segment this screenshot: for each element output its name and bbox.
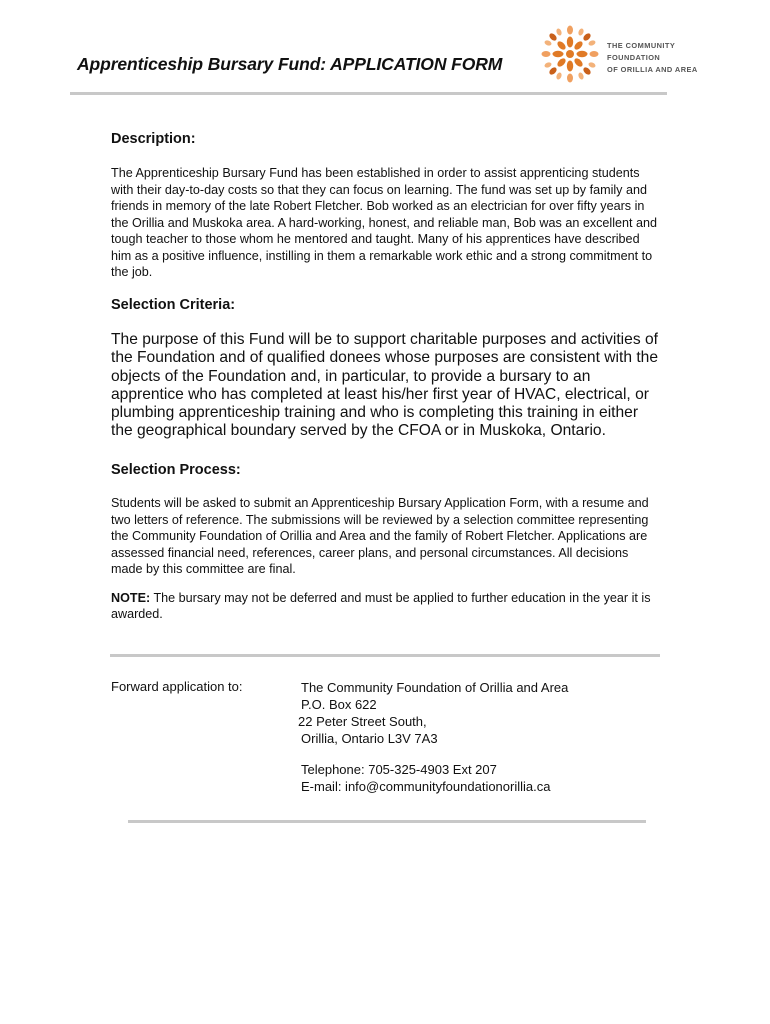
- contact-telephone: Telephone: 705-325-4903 Ext 207: [301, 762, 497, 777]
- forward-address: [298, 679, 569, 747]
- contact-email: E-mail: info@communityfoundationorillia.ca: [301, 779, 551, 794]
- process-section: [111, 462, 659, 623]
- process-heading: Selection Process:: [111, 462, 241, 478]
- criteria-body: The purpose of this Fund will be to support charitable purposes and activities of the Foundation and of qualified donees whose purposes are consistent with the objects of the Foundation and, in particular, to provide a bursary to an apprentice who has completed at least his/her first year of HVAC, electrical, or plumbing apprenticeship training and who is completing this training in either the geographical boundary served by the CFOA or in Muskoka, Ontario.: [111, 331, 659, 440]
- community-foundation-logo-icon: [540, 24, 600, 84]
- forward-label: Forward application to:: [111, 679, 243, 694]
- description-heading: Description:: [111, 131, 196, 147]
- forward-divider-bottom: [128, 820, 646, 823]
- description-section: [111, 131, 659, 281]
- address-street: 22 Peter Street South,: [298, 714, 427, 729]
- forward-contact: [301, 761, 550, 795]
- criteria-section: [111, 297, 659, 441]
- page-title: Apprenticeship Bursary Fund: APPLICATION FORM: [77, 54, 503, 74]
- address-city: Orillia, Ontario L3V 7A3: [301, 731, 438, 746]
- address-po-box: P.O. Box 622: [301, 697, 377, 712]
- note-paragraph: [111, 590, 659, 623]
- criteria-heading: Selection Criteria:: [111, 297, 236, 313]
- forward-divider-top: [110, 654, 660, 657]
- address-org: The Community Foundation of Orillia and Area: [301, 680, 569, 695]
- note-text: The bursary may not be deferred and must be applied to further education in the year it is awarded.: [111, 590, 651, 621]
- description-body: The Apprenticeship Bursary Fund has been established in order to assist apprenticing students with their day-to-day costs so that they can focus on learning. The fund was set up by family and friends in memory of the late Robert Fletcher. Bob worked as an electrician for over fifty years in the Orillia and Muskoka area. A hard-working, honest, and reliable man, Bob was an excellent and tough teacher to those whom he mentored and taught. Many of his apprentices have described him as a positive influence, instilling in them a remarkable work ethic and a strong commitment to the job.: [111, 166, 658, 279]
- note-label: NOTE:: [111, 590, 151, 605]
- header-divider: [70, 92, 667, 95]
- logo-wordmark: THE COMMUNITY FOUNDATION OF ORILLIA AND AREA: [607, 41, 698, 74]
- process-body: Students will be asked to submit an Apprenticeship Bursary Application Form, with a resume and two letters of reference. The submissions will be reviewed by a selection committee representing the Community Foundation of Orillia and Area and the family of Robert Fletcher. Applications are assessed financial need, references, career plans, and personal circumstances. All decisions made by this committee are final.: [111, 496, 649, 576]
